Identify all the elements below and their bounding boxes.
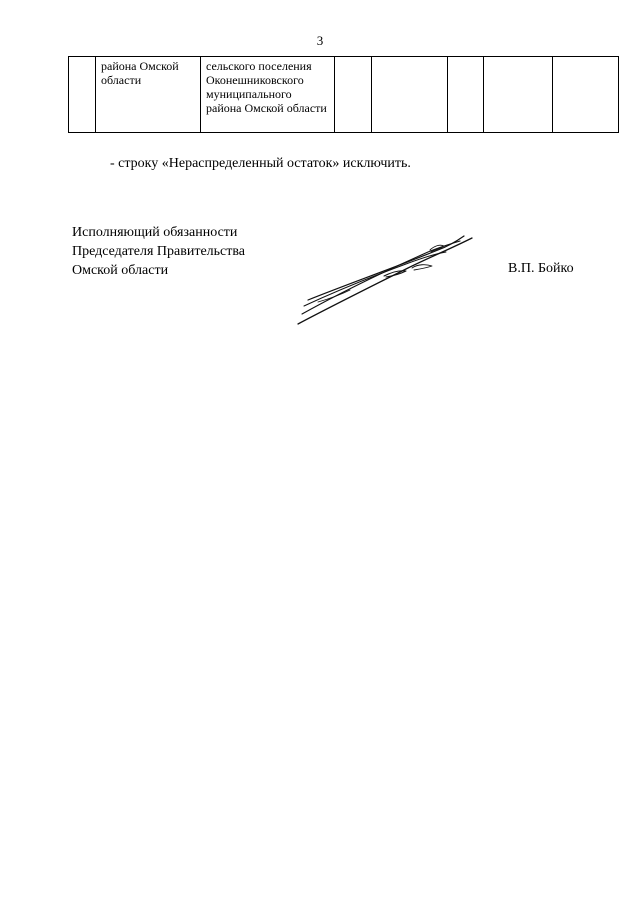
table-cell-value-4 — [484, 57, 553, 133]
table-cell-value-1 — [335, 57, 372, 133]
table-cell-number — [69, 57, 96, 133]
signer-name: В.П. Бойко — [508, 261, 574, 276]
table-cell-value-2 — [372, 57, 448, 133]
handwritten-signature — [288, 228, 484, 328]
signer-position-line: Исполняющий обязанности — [72, 225, 238, 240]
table-cell-district: района Омской области — [96, 57, 201, 133]
signer-position — [72, 223, 245, 280]
table-row — [69, 57, 619, 133]
table-cell-settlement: сельского поселения Оконешниковского муниципального района Омской области — [201, 57, 335, 133]
table-fragment — [68, 56, 619, 133]
signer-position-line: Председателя Правительства — [72, 244, 246, 259]
instruction-text: - строку «Нераспределенный остаток» исключить. — [110, 156, 411, 171]
page-number: 3 — [316, 33, 324, 48]
signer-position-line: Омской области — [72, 263, 169, 278]
table-cell-value-3 — [448, 57, 484, 133]
table-cell-value-5 — [553, 57, 619, 133]
